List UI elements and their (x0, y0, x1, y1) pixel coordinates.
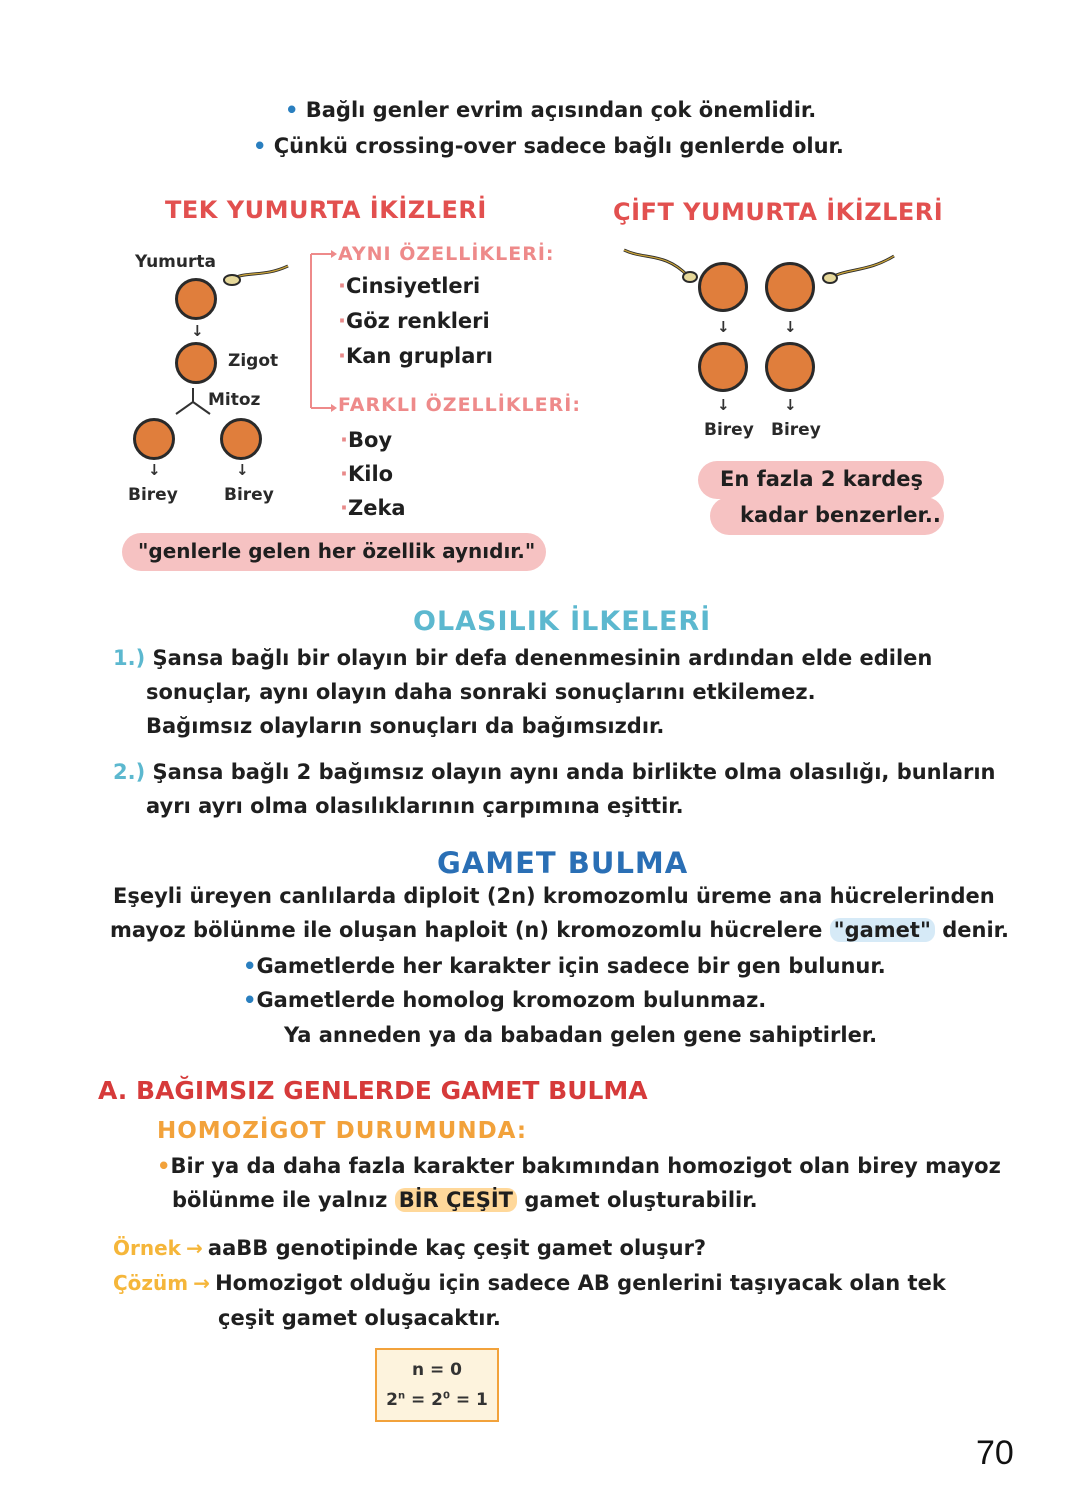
gamet-term: "gamet" (830, 918, 935, 942)
sperm-icon (620, 240, 700, 288)
bullet-dot-icon: • (285, 98, 299, 122)
olasilik-item-1-line3: Bağımsız olayların sonuçları da bağımsızdır. (146, 714, 665, 738)
cift-yumurta-title: ÇİFT YUMURTA İKİZLERİ (613, 198, 944, 226)
gamet-para-line2: mayoz bölünme ile oluşan haploit (n) kromozomlu hücrelere "gamet" denir. (110, 918, 1009, 942)
sperm-icon (222, 258, 292, 288)
olasilik-item-1-line2: sonuçlar, aynı olayın daha sonraki sonuçlarını etkilemez. (146, 680, 816, 704)
gamet-bullet-2: •Gametlerde homolog kromozom bulunmaz. (243, 988, 767, 1012)
farkli-item: ·Boy (340, 428, 393, 452)
bullet-dot-icon: • (243, 988, 257, 1012)
highlight-bir-cesit: BİR ÇEŞİT (395, 1188, 517, 1212)
tek-yumurta-title: TEK YUMURTA İKİZLERİ (165, 196, 487, 224)
ayni-item: ·Cinsiyetleri (338, 274, 481, 298)
cell-left (133, 418, 175, 460)
cift-birey-left: Birey (704, 420, 754, 440)
yumurta-label: Yumurta (135, 252, 216, 272)
egg-cell-right (765, 262, 815, 312)
bullet-dot-icon: • (157, 1154, 171, 1178)
farkli-header: FARKLI ÖZELLİKLERİ: (338, 394, 581, 416)
bullet-dot-icon: • (253, 134, 267, 158)
cell-right (220, 418, 262, 460)
birey-right-label: Birey (224, 485, 274, 505)
intro-line-1: • Bağlı genler evrim açısından çok önemlidir. (285, 98, 817, 122)
ayni-header: AYNI ÖZELLİKLERİ: (338, 243, 555, 265)
bagimsiz-title: A. BAĞIMSIZ GENLERDE GAMET BULMA (98, 1076, 648, 1105)
farkli-item: ·Zeka (340, 496, 406, 520)
sperm-icon (818, 250, 898, 290)
arrow-right-icon: → (193, 1271, 210, 1295)
gamet-bullet-2-cont: Ya anneden ya da babadan gelen gene sahiptirler. (284, 1023, 878, 1047)
bullet-dot-icon: • (243, 954, 257, 978)
arrow-right-icon: → (186, 1236, 203, 1260)
ayni-item: ·Göz renkleri (338, 309, 490, 333)
olasilik-item-2-line2: ayrı ayrı olma olasılıklarının çarpımına eşittir. (146, 794, 684, 818)
formula-line2: $2^n = 2^0 = 1$ (386, 1390, 488, 1410)
cozum-label: Çözüm (113, 1271, 189, 1295)
birey-left-label: Birey (128, 485, 178, 505)
homozigot-bullet-line2: bölünme ile yalnız BİR ÇEŞİT gamet oluşturabilir. (172, 1188, 758, 1212)
homozigot-subtitle: HOMOZİGOT DURUMUNDA: (157, 1118, 528, 1144)
formula-box (375, 1348, 499, 1422)
cift-note-line1: En fazla 2 kardeş (720, 467, 924, 491)
farkli-item: ·Kilo (340, 462, 394, 486)
olasilik-item-1: 1.) Şansa bağlı bir olayın bir defa denenmesinin ardından elde edilen (113, 646, 933, 670)
intro-line-2: • Çünkü crossing-over sadece bağlı genlerde olur. (253, 134, 844, 158)
ornek-label: Örnek (113, 1236, 181, 1260)
arrow-down-icon: ↓ (784, 396, 797, 414)
cift-note-line2: kadar benzerler.. (740, 503, 941, 527)
page-number: 70 (976, 1434, 1014, 1472)
olasilik-title: OLASILIK İLKELERİ (413, 606, 712, 637)
arrow-down-icon: ↓ (784, 318, 797, 336)
zigot-cell-left (698, 342, 748, 392)
egg-cell-left (698, 262, 748, 312)
ayni-item: ·Kan grupları (338, 344, 493, 368)
gamet-para-line1: Eşeyli üreyen canlılarda diploit (2n) kromozomlu üreme ana hücrelerinden (113, 884, 995, 908)
yumurta-cell (175, 278, 217, 320)
arrow-down-icon: ↓ (236, 461, 249, 479)
zigot-label: Zigot (228, 351, 279, 371)
arrow-down-icon: ↓ (191, 322, 204, 340)
arrow-down-icon: ↓ (717, 396, 730, 414)
zigot-cell-right (765, 342, 815, 392)
mitoz-label: Mitoz (208, 390, 261, 410)
gamet-title: GAMET BULMA (437, 846, 689, 880)
cozum-line2: çeşit gamet oluşacaktır. (218, 1306, 501, 1330)
ornek-row: Örnek → aaBB genotipinde kaç çeşit gamet oluşur? (113, 1236, 707, 1260)
homozigot-bullet: •Bir ya da daha fazla karakter bakımından homozigot olan birey mayoz (157, 1154, 1001, 1178)
cozum-row: Çözüm → Homozigot olduğu için sadece AB genlerini taşıyacak olan tek (113, 1271, 946, 1295)
zigot-cell (175, 342, 217, 384)
gamet-bullet-1: •Gametlerde her karakter için sadece bir gen bulunur. (243, 954, 886, 978)
formula-line1: n = 0 (411, 1360, 462, 1380)
arrow-down-icon: ↓ (148, 461, 161, 479)
olasilik-item-2: 2.) Şansa bağlı 2 bağımsız olayın aynı anda birlikte olma olasılığı, bunların (113, 760, 996, 784)
tek-note: "genlerle gelen her özellik aynıdır." (138, 539, 536, 563)
arrow-down-icon: ↓ (717, 318, 730, 336)
cift-birey-right: Birey (771, 420, 821, 440)
